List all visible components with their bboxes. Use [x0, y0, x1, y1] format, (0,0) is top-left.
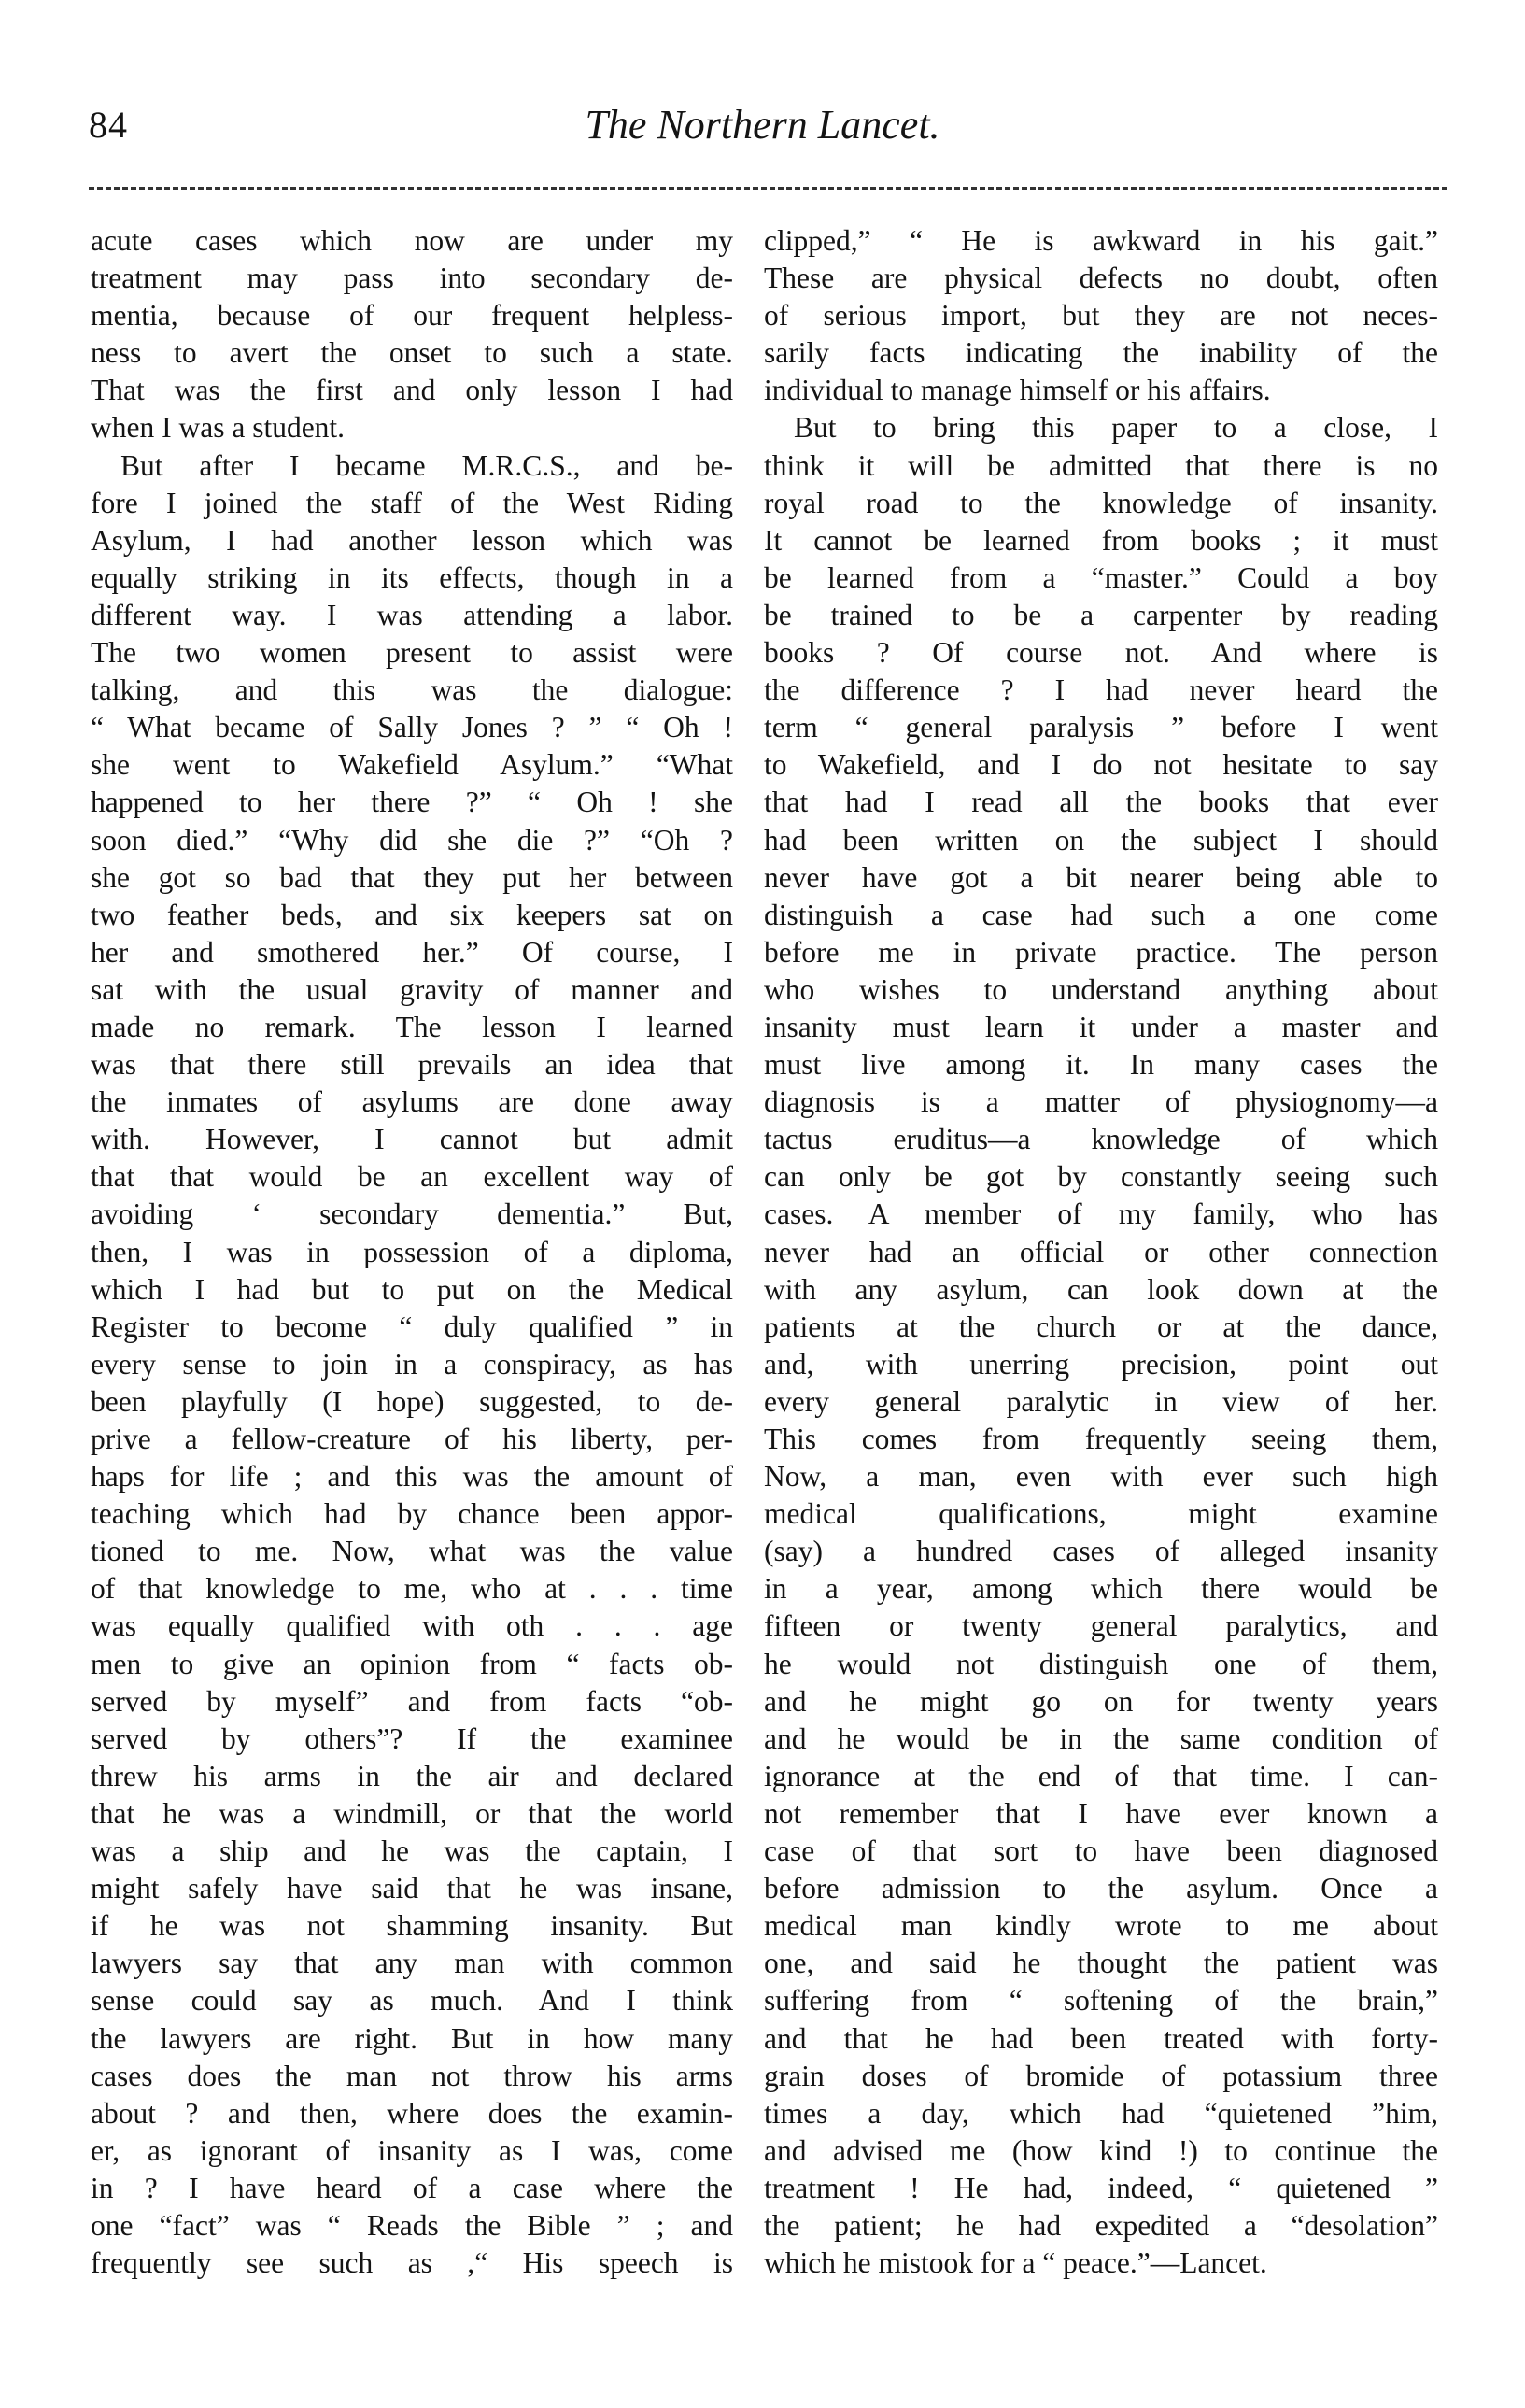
text-line: medical qualifications, might examine	[764, 1497, 1438, 1531]
text-line: was that there still prevails an idea that	[91, 1048, 733, 1082]
text-line: soon died.” “Why did she die ?” “Oh ?	[91, 823, 733, 857]
text-line: she went to Wakefield Asylum.” “What	[91, 748, 733, 782]
text-line: her and smothered her.” Of course, I	[91, 935, 733, 969]
text-line: times a day, which had “quietened ”him,	[764, 2096, 1438, 2130]
text-line: insanity must learn it under a master and	[764, 1010, 1438, 1043]
text-line: Now, a man, even with ever such high	[764, 1460, 1438, 1494]
text-line: be trained to be a carpenter by reading	[764, 598, 1438, 631]
text-line: It cannot be learned from books ; it must	[764, 523, 1438, 557]
text-line: acute cases which now are under my	[91, 224, 733, 257]
text-line: grain doses of bromide of potassium three	[764, 2059, 1438, 2092]
text-line: diagnosis is a matter of physiognomy—a	[764, 1085, 1438, 1119]
text-line: Asylum, I had another lesson which was	[91, 523, 733, 557]
text-line: haps for life ; and this was the amount of	[91, 1460, 733, 1494]
text-line: term “ general paralysis ” before I went	[764, 711, 1438, 744]
text-line: teaching which had by chance been appor-	[91, 1497, 733, 1531]
text-line: prive a fellow-creature of his liberty, per-	[91, 1423, 733, 1455]
text-line: never had an official or other connection	[764, 1235, 1438, 1268]
text-line: and he might go on for twenty years	[764, 1684, 1438, 1718]
text-line: he would not distinguish one of them,	[764, 1647, 1438, 1680]
text-line: before admission to the asylum. Once a	[764, 1872, 1438, 1905]
text-line: and that he had been treated with forty-	[764, 2021, 1438, 2055]
left-column	[91, 222, 733, 2282]
text-line: cases. A member of my family, who has	[764, 1197, 1438, 1231]
text-line: which he mistook for a “ peace.”—Lancet.	[764, 2246, 1267, 2280]
text-line: mentia, because of our frequent helpless-	[91, 299, 733, 333]
text-line: the lawyers are right. But in how many	[91, 2021, 733, 2055]
text-line: must live among it. In many cases the	[764, 1048, 1438, 1082]
text-line: every general paralytic in view of her.	[764, 1384, 1438, 1418]
text-line: before me in private practice. The person	[764, 935, 1438, 969]
text-line: when I was a student.	[91, 411, 346, 445]
text-line: one, and said he thought the patient was	[764, 1947, 1438, 1980]
text-line: then, I was in possession of a diploma,	[91, 1235, 733, 1268]
text-line: (say) a hundred cases of alleged insanity	[764, 1535, 1438, 1568]
text-line: and advised me (how kind !) to continue the	[764, 2133, 1438, 2167]
text-line: clipped,” “ He is awkward in his gait.”	[764, 224, 1438, 257]
text-line: talking, and this was the dialogue:	[91, 673, 733, 707]
text-line: “ What became of Sally Jones ? ” “ Oh !	[91, 711, 733, 744]
text-line: tioned to me. Now, what was the value	[91, 1535, 733, 1568]
text-line: of serious import, but they are not neces-	[764, 299, 1438, 333]
text-line: about ? and then, where does the examin-	[91, 2096, 733, 2130]
text-line: can only be got by constantly seeing such	[764, 1160, 1438, 1194]
text-line: happened to her there ?” “ Oh ! she	[91, 786, 733, 819]
text-line: the inmates of asylums are done away	[91, 1085, 733, 1119]
text-line: But to bring this paper to a close, I	[794, 411, 1438, 445]
text-line: cases does the man not throw his arms	[91, 2059, 733, 2092]
text-line: the difference ? I had never heard the	[764, 673, 1438, 707]
text-line: which I had but to put on the Medical	[91, 1272, 733, 1306]
text-line: with. However, I cannot but admit	[91, 1123, 733, 1156]
text-line: think it will be admitted that there is no	[764, 448, 1438, 482]
text-line: case of that sort to have been diagnosed	[764, 1834, 1438, 1868]
text-line: That was the first and only lesson I had	[91, 374, 733, 407]
text-line: the patient; he had expedited a “desolation”	[764, 2208, 1438, 2242]
header-rule	[89, 187, 1447, 190]
text-line: medical man kindly wrote to me about	[764, 1909, 1438, 1943]
text-line: The two women present to assist were	[91, 636, 733, 670]
text-line: who wishes to understand anything about	[764, 972, 1438, 1006]
text-line: served by myself” and from facts “ob-	[91, 1684, 733, 1718]
text-line: These are physical defects no doubt, often	[764, 262, 1438, 295]
text-line: different way. I was attending a labor.	[91, 598, 733, 631]
text-line: never have got a bit nearer being able to	[764, 860, 1438, 894]
text-line: fifteen or twenty general paralytics, and	[764, 1609, 1438, 1643]
text-line: she got so bad that they put her between	[91, 860, 733, 894]
text-line: royal road to the knowledge of insanity.	[764, 486, 1438, 519]
text-line: was equally qualified with oth . . . age	[91, 1609, 733, 1643]
text-line: and he would be in the same condition of	[764, 1721, 1438, 1755]
text-line: that that would be an excellent way of	[91, 1160, 733, 1194]
text-line: and, with unerring precision, point out	[764, 1347, 1438, 1381]
text-line: be learned from a “master.” Could a boy	[764, 560, 1438, 594]
text-line: individual to manage himself or his affairs.	[764, 374, 1271, 407]
text-line: treatment may pass into secondary de-	[91, 262, 733, 295]
text-line: fore I joined the staff of the West Riding	[91, 486, 733, 519]
text-line: one “fact” was “ Reads the Bible ” ; and	[91, 2208, 733, 2242]
text-line: that he was a windmill, or that the world	[91, 1796, 733, 1830]
text-line: ignorance at the end of that time. I can-	[764, 1759, 1438, 1792]
text-line: frequently see such as ,“ His speech is	[91, 2246, 733, 2280]
text-line: distinguish a case had such a one come	[764, 898, 1438, 931]
text-line: Register to become “ duly qualified ” in	[91, 1310, 733, 1343]
text-line: that had I read all the books that ever	[764, 786, 1438, 819]
text-line: ness to avert the onset to such a state.	[91, 336, 733, 370]
text-line: sat with the usual gravity of manner and	[91, 972, 733, 1006]
text-line: with any asylum, can look down at the	[764, 1272, 1438, 1306]
text-line: been playfully (I hope) suggested, to de-	[91, 1384, 733, 1418]
text-line: if he was not shamming insanity. But	[91, 1909, 733, 1943]
text-line: was a ship and he was the captain, I	[91, 1834, 733, 1868]
running-title: The Northern Lancet.	[585, 102, 940, 148]
text-line: made no remark. The lesson I learned	[91, 1010, 733, 1043]
text-line: avoiding ‘ secondary dementia.” But,	[91, 1197, 733, 1231]
page-number: 84	[89, 104, 128, 146]
text-line: men to give an opinion from “ facts ob-	[91, 1647, 733, 1680]
text-line: in ? I have heard of a case where the	[91, 2171, 733, 2204]
text-line: two feather beds, and six keepers sat on	[91, 898, 733, 931]
text-line: of that knowledge to me, who at . . . time	[91, 1572, 733, 1606]
text-line: not remember that I have ever known a	[764, 1796, 1438, 1830]
text-line: suffering from “ softening of the brain,”	[764, 1984, 1438, 2018]
text-line: er, as ignorant of insanity as I was, come	[91, 2133, 733, 2167]
text-line: books ? Of course not. And where is	[764, 636, 1438, 670]
text-line: had been written on the subject I should	[764, 823, 1438, 857]
text-line: served by others”? If the examinee	[91, 1721, 733, 1755]
text-line: tactus eruditus—a knowledge of which	[764, 1123, 1438, 1156]
text-line: patients at the church or at the dance,	[764, 1310, 1438, 1343]
text-line: treatment ! He had, indeed, “ quietened ”	[764, 2171, 1438, 2204]
text-line: sarily facts indicating the inability of the	[764, 336, 1438, 370]
text-line: threw his arms in the air and declared	[91, 1759, 733, 1792]
right-column	[764, 222, 1438, 2282]
text-line: equally striking in its effects, though in a	[91, 560, 733, 594]
text-line: But after I became M.R.C.S., and be-	[120, 448, 733, 482]
text-line: to Wakefield, and I do not hesitate to say	[764, 748, 1438, 782]
text-line: This comes from frequently seeing them,	[764, 1423, 1438, 1455]
text-line: every sense to join in a conspiracy, as has	[91, 1347, 733, 1381]
text-line: sense could say as much. And I think	[91, 1984, 733, 2018]
text-line: lawyers say that any man with common	[91, 1947, 733, 1980]
text-line: in a year, among which there would be	[764, 1572, 1438, 1606]
text-line: might safely have said that he was insane,	[91, 1872, 733, 1905]
